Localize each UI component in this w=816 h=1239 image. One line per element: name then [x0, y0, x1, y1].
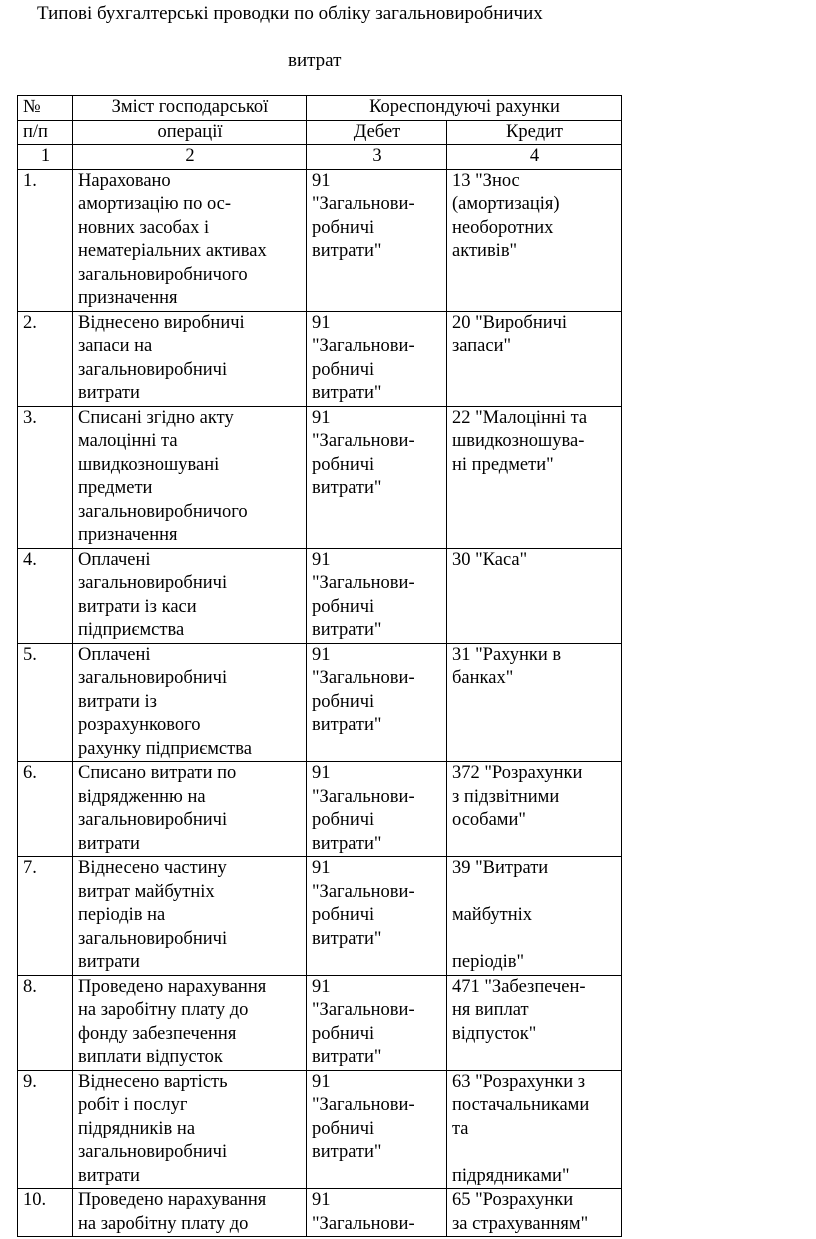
- credit-account-line: запаси": [452, 336, 512, 356]
- header-row-bottom: [18, 120, 622, 145]
- credit-account-line: відпусток": [452, 1023, 537, 1044]
- credit-account-line: швидкозношува-: [452, 431, 585, 451]
- operation-content-line: загальновиробничі: [78, 668, 228, 688]
- table-row: [18, 975, 622, 1070]
- debit-account-line: робничі: [312, 359, 375, 380]
- debit-account-line: 91: [312, 549, 331, 570]
- operation-content-line: амортизацію по ос-: [78, 194, 232, 214]
- table-row: [18, 762, 622, 857]
- row-number: 1.: [18, 169, 73, 311]
- credit-account-cell: [447, 1070, 622, 1189]
- table-row: [18, 857, 622, 976]
- credit-account-cell: [447, 1189, 622, 1237]
- debit-account-line: робничі: [312, 596, 375, 617]
- operation-content-line: витрати із: [78, 691, 157, 712]
- operation-content-line: Оплачені: [78, 549, 151, 570]
- row-number: 2.: [18, 311, 73, 406]
- operation-content-cell: [73, 311, 307, 406]
- credit-account-line: 372 "Розрахунки: [452, 763, 583, 783]
- credit-account-line: (амортизація): [452, 194, 560, 214]
- debit-account-line: робничі: [312, 1118, 375, 1139]
- debit-account-line: витрати": [312, 833, 382, 854]
- debit-account-line: "Загальнови-: [312, 431, 415, 451]
- operation-content-line: виплати відпусток: [78, 1047, 223, 1067]
- debit-account-line: витрати": [312, 928, 382, 949]
- blank-line: [452, 928, 617, 952]
- operation-content-line: витрат майбутніх: [78, 881, 215, 902]
- debit-account-line: "Загальнови-: [312, 194, 415, 214]
- header-row-top: [18, 96, 622, 121]
- header-debit: Дебет: [307, 120, 447, 145]
- credit-account-line: ні предмети": [452, 454, 554, 475]
- debit-account-line: 91: [312, 312, 331, 333]
- document-title-line-1: Типові бухгалтерські проводки по обліку загальновиробничих: [37, 3, 543, 24]
- operation-content-line: періодів на: [78, 905, 166, 925]
- column-number-1: 1: [18, 145, 73, 170]
- operation-content-line: запаси на: [78, 336, 153, 356]
- table-row: [18, 1070, 622, 1189]
- debit-account-cell: [307, 311, 447, 406]
- credit-account-line: ня виплат: [452, 1000, 529, 1020]
- debit-account-line: робничі: [312, 454, 375, 475]
- debit-account-line: "Загальнови-: [312, 1095, 415, 1115]
- row-number: 3.: [18, 406, 73, 548]
- debit-account-line: витрати": [312, 241, 382, 261]
- debit-account-line: витрати": [312, 715, 382, 735]
- header-corresponding-accounts: Кореспондуючі рахунки: [307, 96, 622, 121]
- row-number: 6.: [18, 762, 73, 857]
- operation-content-line: витрати: [78, 383, 140, 403]
- debit-account-line: "Загальнови-: [312, 336, 415, 356]
- operation-content-line: витрати із каси: [78, 596, 197, 617]
- operation-content-line: на заробітну плату до: [78, 1213, 249, 1234]
- debit-account-cell: [307, 762, 447, 857]
- operation-content-cell: [73, 857, 307, 976]
- debit-account-line: "Загальнови-: [312, 881, 415, 902]
- debit-account-line: "Загальнови-: [312, 786, 415, 807]
- debit-account-line: робничі: [312, 810, 375, 830]
- operation-content-line: на заробітну плату до: [78, 1000, 249, 1020]
- credit-account-line: банках": [452, 668, 514, 688]
- credit-account-cell: [447, 548, 622, 643]
- operation-content-line: загальновиробничі: [78, 359, 228, 380]
- debit-account-line: 91: [312, 170, 331, 191]
- debit-account-line: "Загальнови-: [312, 1213, 415, 1234]
- debit-account-cell: [307, 857, 447, 976]
- row-number: 4.: [18, 548, 73, 643]
- table-row: [18, 406, 622, 548]
- operation-content-line: Нараховано: [78, 170, 171, 191]
- operation-content-line: Списані згідно акту: [78, 407, 234, 428]
- operation-content-line: призначення: [78, 525, 178, 545]
- credit-account-line: активів": [452, 241, 518, 261]
- debit-account-line: "Загальнови-: [312, 668, 415, 688]
- operation-content-line: Віднесено вартість: [78, 1071, 228, 1092]
- operation-content-line: Оплачені: [78, 644, 151, 665]
- operation-content-line: фонду забезпечення: [78, 1023, 237, 1044]
- credit-account-line: 13 "Знос: [452, 170, 520, 191]
- operation-content-line: загальновиробничі: [78, 810, 228, 830]
- operation-content-line: нематеріальних активах: [78, 241, 267, 261]
- operation-content-cell: [73, 406, 307, 548]
- header-credit: Кредит: [447, 120, 622, 145]
- debit-account-cell: [307, 169, 447, 311]
- credit-account-line: 471 "Забезпечен-: [452, 976, 586, 997]
- header-number-top: №: [18, 96, 73, 121]
- operation-content-line: рахунку підприємства: [78, 738, 252, 759]
- operation-content-line: предмети: [78, 478, 153, 498]
- operation-content-cell: [73, 1189, 307, 1237]
- debit-account-line: робничі: [312, 691, 375, 712]
- header-content-top: Зміст господарської: [73, 96, 307, 121]
- row-number: 9.: [18, 1070, 73, 1189]
- operation-content-line: загальновиробничі: [78, 1142, 228, 1162]
- operation-content-line: загальновиробничого: [78, 264, 248, 285]
- credit-account-line: 20 "Виробничі: [452, 312, 568, 333]
- row-number: 8.: [18, 975, 73, 1070]
- header-content-bottom: операції: [73, 120, 307, 145]
- operation-content-line: витрати: [78, 952, 140, 972]
- debit-account-line: витрати": [312, 620, 382, 640]
- debit-account-line: 91: [312, 763, 331, 783]
- debit-account-line: 91: [312, 976, 331, 997]
- operation-content-cell: [73, 548, 307, 643]
- debit-account-line: витрати": [312, 1142, 382, 1162]
- credit-account-line: періодів": [452, 952, 525, 972]
- row-number: 7.: [18, 857, 73, 976]
- table-row: [18, 548, 622, 643]
- operation-content-line: Віднесено частину: [78, 858, 227, 878]
- credit-account-line: та: [452, 1118, 469, 1139]
- debit-account-line: робничі: [312, 1023, 375, 1044]
- column-number-4: 4: [447, 145, 622, 170]
- operation-content-line: Проведено нарахування: [78, 1190, 267, 1210]
- operation-content-line: загальновиробничі: [78, 928, 228, 949]
- operation-content-line: загальновиробничі: [78, 573, 228, 593]
- credit-account-line: 39 "Витрати: [452, 858, 549, 878]
- operation-content-line: розрахункового: [78, 715, 201, 735]
- credit-account-cell: [447, 406, 622, 548]
- operation-content-line: новних засобах і: [78, 217, 210, 238]
- credit-account-line: 22 "Малоцінні та: [452, 407, 588, 428]
- credit-account-cell: [447, 169, 622, 311]
- operation-content-line: загальновиробничого: [78, 501, 248, 522]
- credit-account-cell: [447, 975, 622, 1070]
- credit-account-line: постачальниками: [452, 1095, 590, 1115]
- document-title-line-2: витрат: [288, 50, 342, 71]
- credit-account-line: особами": [452, 810, 526, 830]
- operation-content-line: підприємства: [78, 620, 185, 640]
- debit-account-cell: [307, 548, 447, 643]
- credit-account-line: 31 "Рахунки в: [452, 644, 562, 665]
- debit-account-line: витрати": [312, 383, 382, 403]
- credit-account-line: майбутніх: [452, 905, 533, 925]
- operation-content-cell: [73, 1070, 307, 1189]
- row-number: 10.: [18, 1189, 73, 1237]
- debit-account-line: "Загальнови-: [312, 1000, 415, 1020]
- operation-content-line: призначення: [78, 288, 178, 308]
- credit-account-line: необоротних: [452, 217, 554, 238]
- debit-account-line: витрати": [312, 1047, 382, 1067]
- debit-account-line: 91: [312, 1190, 331, 1210]
- credit-account-cell: [447, 643, 622, 762]
- blank-line: [452, 1141, 617, 1165]
- debit-account-line: 91: [312, 1071, 331, 1092]
- operation-content-cell: [73, 762, 307, 857]
- debit-account-cell: [307, 1070, 447, 1189]
- debit-account-line: 91: [312, 858, 331, 878]
- debit-account-line: витрати": [312, 478, 382, 498]
- table-row: [18, 643, 622, 762]
- operation-content-line: витрати: [78, 833, 140, 854]
- table-row: [18, 1189, 622, 1237]
- row-number: 5.: [18, 643, 73, 762]
- credit-account-line: за страхуванням": [452, 1213, 589, 1234]
- debit-account-cell: [307, 406, 447, 548]
- credit-account-line: 30 "Каса": [452, 549, 528, 570]
- credit-account-cell: [447, 762, 622, 857]
- credit-account-line: підрядниками": [452, 1165, 570, 1186]
- column-number-3: 3: [307, 145, 447, 170]
- debit-account-line: робничі: [312, 905, 375, 925]
- header-number-bottom: п/п: [18, 120, 73, 145]
- debit-account-cell: [307, 975, 447, 1070]
- credit-account-line: з підзвітними: [452, 786, 560, 807]
- debit-account-cell: [307, 643, 447, 762]
- credit-account-line: 65 "Розрахунки: [452, 1190, 574, 1210]
- debit-account-cell: [307, 1189, 447, 1237]
- operation-content-line: Проведено нарахування: [78, 976, 267, 997]
- blank-line: [452, 881, 617, 905]
- operation-content-line: малоцінні та: [78, 431, 178, 451]
- table-row: [18, 311, 622, 406]
- column-numbers-row: [18, 145, 622, 170]
- column-number-2: 2: [73, 145, 307, 170]
- operation-content-line: Списано витрати по: [78, 763, 237, 783]
- debit-account-line: 91: [312, 644, 331, 665]
- debit-account-line: робничі: [312, 217, 375, 238]
- table-row: [18, 169, 622, 311]
- accounting-entries-table: [17, 95, 622, 1237]
- operation-content-line: швидкозношувані: [78, 454, 220, 475]
- operation-content-cell: [73, 169, 307, 311]
- credit-account-line: 63 "Розрахунки з: [452, 1071, 586, 1092]
- operation-content-line: витрати: [78, 1165, 140, 1186]
- credit-account-cell: [447, 311, 622, 406]
- operation-content-cell: [73, 643, 307, 762]
- operation-content-line: відрядженню на: [78, 786, 206, 807]
- operation-content-cell: [73, 975, 307, 1070]
- operation-content-line: Віднесено виробничі: [78, 312, 245, 333]
- credit-account-cell: [447, 857, 622, 976]
- debit-account-line: 91: [312, 407, 331, 428]
- operation-content-line: робіт і послуг: [78, 1095, 188, 1115]
- operation-content-line: підрядників на: [78, 1118, 196, 1139]
- debit-account-line: "Загальнови-: [312, 573, 415, 593]
